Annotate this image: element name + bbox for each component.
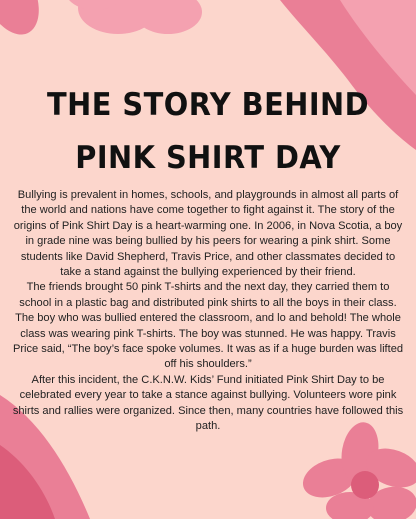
story-text: [10, 188, 406, 435]
top-left-flower: [0, 0, 202, 44]
title-line-2: PINK SHIRT DAY: [75, 139, 341, 176]
paragraph-1: Bullying is prevalent in homes, schools, and playgrounds in almost all parts of the world and nations have come together to fight against it. The story of the origins of Pink Shirt Day is a heart-warming one. In 2006, in Nova Scotia, a boy in grade nine was being bullied by his peers for wearing a pink shirt. Some students like David Shepherd, Travis Price, and other classmates decided to take a stand against the bullying experienced by their friend.: [13, 189, 403, 279]
paragraph-3: After this incident, the C.K.N.W. Kids’ Fund initiated Pink Shirt Day to be celebrated every year to take a stance against bullying. Volunteers wore pink shirts and rallies were organized. Since then, many countries have followed this path.: [12, 373, 404, 433]
paragraph-2: The friends brought 50 pink T-shirts and the next day, they carried them to school in a plastic bag and distributed pink shirts to all the boys in their class. The boy who was bullied entered the classroom, and lo and behold! The whole class was wearing pink T-shirts. The boy was stunned. He was happy. Travis Price said, “The boy’s face spoke volumes. It was as if a huge burden was lifted off his shoulders.”: [12, 281, 404, 371]
page-title: [15, 79, 402, 185]
title-line-1: THE STORY BEHIND: [46, 86, 370, 123]
